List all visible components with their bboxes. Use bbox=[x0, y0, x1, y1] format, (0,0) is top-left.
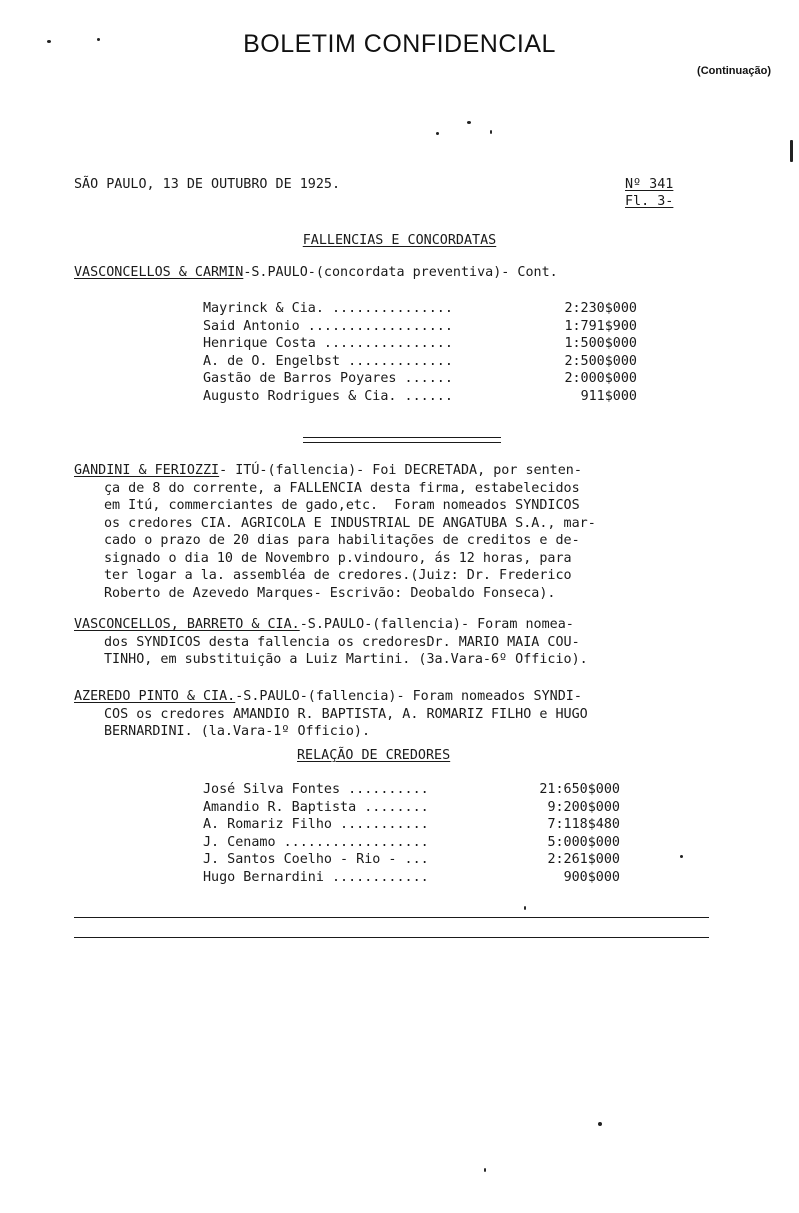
place-date: SÃO PAULO, 13 DE OUTUBRO DE 1925. bbox=[74, 177, 341, 192]
list-item: J. Santos Coelho - Rio - ... 2:261$000 bbox=[203, 852, 620, 867]
company-name: VASCONCELLOS & CARMIN bbox=[74, 265, 244, 280]
entry-text: -S.PAULO-(concordata preventiva)- Cont. bbox=[243, 265, 558, 280]
scan-speck bbox=[436, 132, 439, 135]
list-item: Hugo Bernardini ............ 900$000 bbox=[203, 869, 620, 885]
company-name: GANDINI & FERIOZZI bbox=[74, 463, 220, 478]
creditor-list-carmin bbox=[203, 300, 637, 405]
scan-edge-mark bbox=[790, 140, 793, 162]
closing-rule bbox=[74, 937, 709, 938]
list-item: Said Antonio .................. 1:791$900 bbox=[203, 318, 637, 334]
scan-speck bbox=[598, 1122, 602, 1126]
scan-speck bbox=[97, 38, 100, 41]
scan-speck bbox=[47, 40, 51, 43]
list-item: Henrique Costa ................ 1:500$000 bbox=[203, 336, 637, 351]
section-title: FALLENCIAS E CONCORDATAS bbox=[302, 233, 497, 248]
sheet-number: Fl. 3- bbox=[625, 194, 674, 209]
bulletin-title: BOLETIM CONFIDENCIAL bbox=[243, 30, 556, 58]
bulletin-number: Nº 341 bbox=[625, 177, 674, 192]
divider-rule bbox=[303, 437, 501, 438]
entry-vasconcellos-barreto: VASCONCELLOS, BARRETO & CIA.-S.PAULO-(fallencia)- Foram nomea- dos SYNDICOS desta fallencia os credoresDr. MARIO MAIA COU- TINHO, em substituição a Luiz Martini. (3a.Vara-6º Officio). bbox=[74, 617, 588, 667]
divider-rule bbox=[303, 442, 501, 443]
entry-azeredo-pinto: AZEREDO PINTO & CIA.-S.PAULO-(fallencia)- Foram nomeados SYNDI- COS os credores AMANDIO R. BAPTISTA, A. ROMARIZ FILHO e HUGO BERNARDINI. (la.Vara-1º Officio). bbox=[74, 689, 588, 739]
list-item: Gastão de Barros Poyares ...... 2:000$000 bbox=[203, 371, 637, 386]
company-name: VASCONCELLOS, BARRETO & CIA. bbox=[74, 617, 300, 632]
list-item: J. Cenamo .................. 5:000$000 bbox=[203, 834, 620, 850]
entry-gandini-feriozzi: GANDINI & FERIOZZI- ITÚ-(fallencia)- Foi DECRETADA, por senten- ça de 8 do corrente, a FALLENCIA desta firma, estabelecidos em Itú, commerciantes de gado,etc. Foram nomeados SYNDICOS os credores CIA. AGRICOLA E INDUSTRIAL DE ANGATUBA S.A., mar- cado o prazo de 20 dias para habilitações de creditos e de- signado o dia 10 de Novembro p.vindouro, ás 12 horas, para ter logar a la. assembléa de credores.(Juiz: Dr. Frederico Roberto de Azevedo Marques- Escrivão: Deobaldo Fonseca). bbox=[74, 463, 596, 601]
scan-speck bbox=[484, 1168, 486, 1172]
list-item: Amandio R. Baptista ........ 9:200$000 bbox=[203, 799, 620, 815]
continuation-label: (Continuação) bbox=[697, 65, 771, 77]
creditor-list-azeredo bbox=[203, 781, 620, 886]
scan-speck bbox=[524, 906, 526, 910]
company-name: AZEREDO PINTO & CIA. bbox=[74, 689, 236, 704]
list-item: A. de O. Engelbst ............. 2:500$000 bbox=[203, 353, 637, 369]
list-item: Mayrinck & Cia. ............... 2:230$000 bbox=[203, 301, 637, 316]
list-item: A. Romariz Filho ........... 7:118$480 bbox=[203, 817, 620, 832]
scan-speck bbox=[680, 855, 683, 858]
scan-speck bbox=[467, 121, 471, 124]
scan-speck bbox=[490, 130, 492, 134]
list-item: Augusto Rodrigues & Cia. ...... 911$000 bbox=[203, 388, 637, 404]
list-item: José Silva Fontes .......... 21:650$000 bbox=[203, 782, 620, 797]
entry-vasconcellos-carmin bbox=[74, 264, 558, 282]
closing-rule bbox=[74, 917, 709, 918]
creditor-list-title: RELAÇÃO DE CREDORES bbox=[297, 748, 451, 763]
